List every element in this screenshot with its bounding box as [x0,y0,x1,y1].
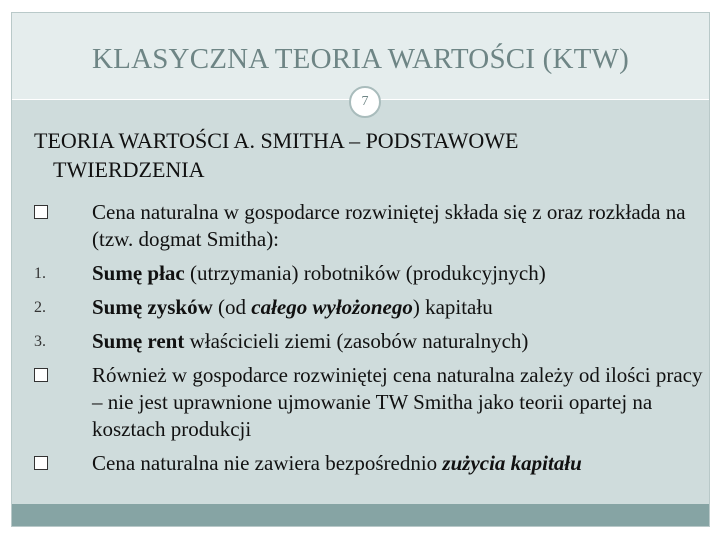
text-segment: całego wyłożonego [251,295,413,319]
text-segment: Sumę zysków [92,295,213,319]
heading-line-1: TEORIA WARTOŚCI A. SMITHA – PODSTAWOWE [34,128,519,153]
bullet-list [34,199,714,484]
text-segment: Cena naturalna w gospodarce rozwiniętej składa się z oraz rozkłada na (tzw. dogmat Smitha): [92,200,686,251]
list-item-text [34,328,714,355]
page-number: 7 [349,86,381,118]
list-item-text [34,294,714,321]
checkbox-bullet-icon [34,368,48,382]
text-segment: Sumę płac [92,261,185,285]
slide-title: KLASYCZNA TEORIA WARTOŚCI (KTW) [92,43,629,75]
footer-bar [12,504,709,526]
text-segment: (utrzymania) robotników (produkcyjnych) [184,261,546,285]
checkbox-bullet-icon [34,456,48,470]
text-segment: ) kapitału [412,295,493,319]
list-item [34,450,714,477]
text-segment: (od [212,295,252,319]
text-segment: właścicieli ziemi (zasobów naturalnych) [184,329,529,353]
list-item-text [34,450,714,477]
section-heading [34,126,694,184]
list-item-text [34,260,714,287]
list-number: 2. [34,299,46,316]
list-item-text [34,362,714,443]
list-item [34,199,714,253]
list-item [34,260,714,287]
slide [11,12,710,527]
heading-line-2: TWIERDZENIA [53,157,205,182]
text-segment: Sumę rent [92,329,185,353]
text-segment: Cena naturalna nie zawiera bezpośrednio [92,451,443,475]
list-item [34,328,714,355]
checkbox-bullet-icon [34,205,48,219]
text-segment: zużycia kapitału [442,451,582,475]
list-item-text [34,199,714,253]
text-segment: Również w gospodarce rozwiniętej cena naturalna zależy od ilości pracy – nie jest uprawnione ujmowanie TW Smitha jako teorii opartej na kosztach produkcji [92,363,703,441]
list-item [34,294,714,321]
list-number: 3. [34,333,46,350]
list-item [34,362,714,443]
list-number: 1. [34,265,46,282]
